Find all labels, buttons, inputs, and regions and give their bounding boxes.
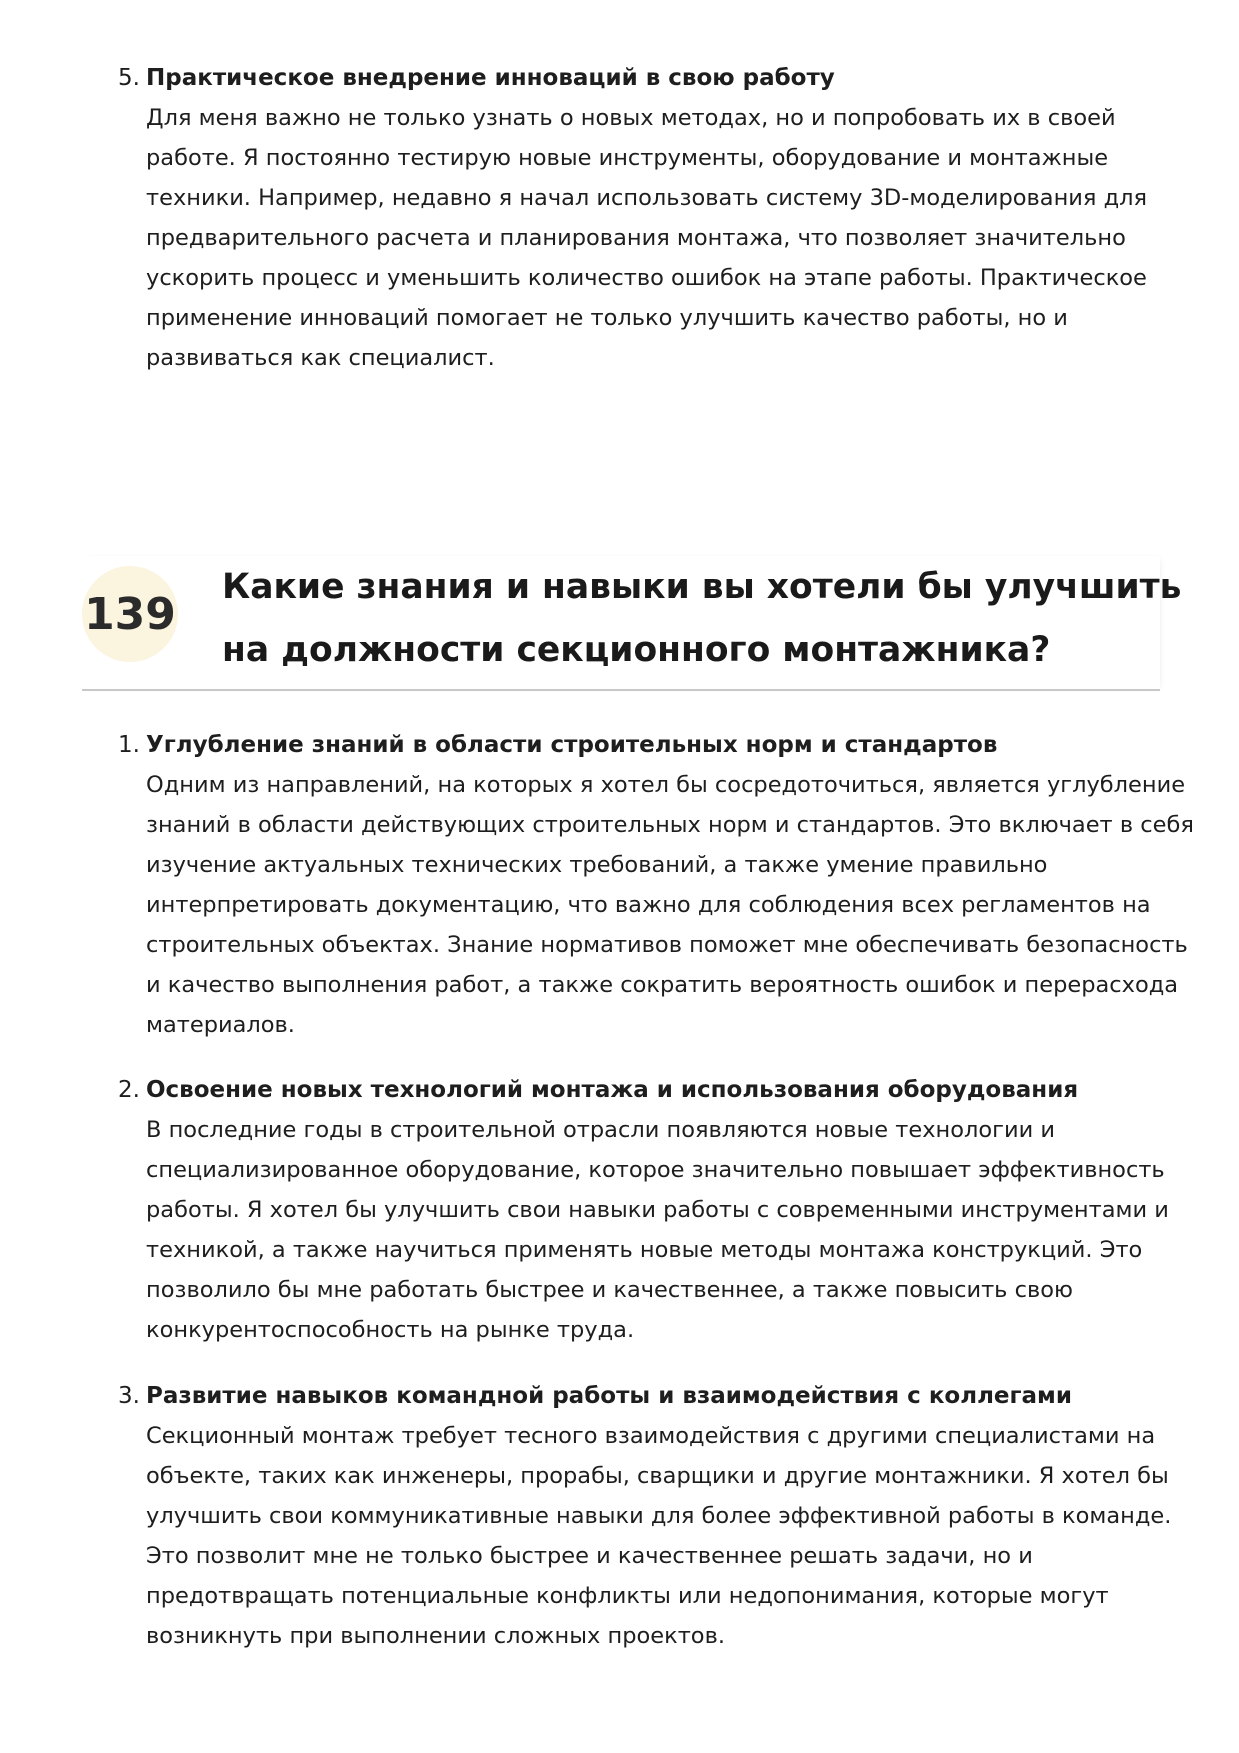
- body-line: предварительного расчета и планирования монтажа, что позволяет значительно: [146, 225, 1126, 251]
- body-line: Секционный монтаж требует тесного взаимодействия с другими специалистами на: [146, 1423, 1156, 1449]
- list-item-body: [146, 98, 1158, 378]
- list-item-number: 5.: [118, 65, 140, 91]
- body-line: конкурентоспособность на рынке труда.: [146, 1317, 635, 1343]
- question-title-line: Какие знания и навыки вы хотели бы улучшить: [222, 567, 1182, 607]
- list-item-heading: [118, 58, 1158, 98]
- question-header: [82, 556, 1182, 691]
- body-line: изучение актуальных технических требований, а также умение правильно: [146, 852, 1048, 878]
- body-line: работы. Я хотел бы улучшить свои навыки работы с современными инструментами и: [146, 1197, 1169, 1223]
- list-item-number: 3.: [118, 1383, 140, 1409]
- body-line: и качество выполнения работ, а также сократить вероятность ошибок и перерасхода: [146, 972, 1179, 998]
- list-item-number: 1.: [118, 732, 140, 758]
- body-line: позволило бы мне работать быстрее и качественнее, а также повысить свою: [146, 1277, 1073, 1303]
- body-line: объекте, таких как инженеры, прорабы, сварщики и другие монтажники. Я хотел бы: [146, 1463, 1169, 1489]
- list-item-heading: [118, 725, 1158, 765]
- body-line: Это позволит мне не только быстрее и качественнее решать задачи, но и: [146, 1543, 1033, 1569]
- body-line: работе. Я постоянно тестирую новые инструменты, оборудование и монтажные: [146, 145, 1109, 171]
- list-item-heading: [118, 1376, 1158, 1416]
- body-line: специализированное оборудование, которое значительно повышает эффективность: [146, 1157, 1165, 1183]
- list-item-body: [146, 1416, 1172, 1656]
- list-item-heading: [118, 1070, 1158, 1110]
- body-line: улучшить свои коммуникативные навыки для более эффективной работы в команде.: [146, 1503, 1172, 1529]
- body-line: В последние годы в строительной отрасли появляются новые технологии и: [146, 1117, 1055, 1143]
- body-line: предотвращать потенциальные конфликты или недопонимания, которые могут: [146, 1583, 1109, 1609]
- body-line: интерпретировать документацию, что важно для соблюдения всех регламентов на: [146, 892, 1151, 918]
- list-item-title: Углубление знаний в области строительных норм и стандартов: [146, 732, 998, 758]
- body-line: развиваться как специалист.: [146, 345, 495, 371]
- list-item-title: Практическое внедрение инноваций в свою работу: [146, 65, 835, 91]
- list-item: [118, 725, 1194, 1045]
- list-item-body: [146, 765, 1194, 1045]
- body-line: материалов.: [146, 1012, 295, 1038]
- list-item-title: Развитие навыков командной работы и взаимодействия с коллегами: [146, 1383, 1072, 1409]
- list-item: [118, 1070, 1169, 1350]
- body-line: Для меня важно не только узнать о новых методах, но и попробовать их в своей: [146, 105, 1116, 131]
- question-number-badge: 139: [82, 566, 178, 662]
- body-line: техники. Например, недавно я начал использовать систему 3D-моделирования для: [146, 185, 1148, 211]
- body-line: техникой, а также научиться применять новые методы монтажа конструкций. Это: [146, 1237, 1143, 1263]
- question-title-line: на должности секционного монтажника?: [222, 630, 1051, 670]
- body-line: Одним из направлений, на которых я хотел бы сосредоточиться, является углубление: [146, 772, 1186, 798]
- body-line: ускорить процесс и уменьшить количество ошибок на этапе работы. Практическое: [146, 265, 1147, 291]
- list-item: [118, 58, 1158, 378]
- list-item: [118, 1376, 1172, 1656]
- body-line: знаний в области действующих строительных норм и стандартов. Это включает в себя: [146, 812, 1194, 838]
- list-item-body: [146, 1110, 1169, 1350]
- body-line: применение инноваций помогает не только улучшить качество работы, но и: [146, 305, 1068, 331]
- question-title: [222, 556, 1181, 682]
- list-item-number: 2.: [118, 1077, 140, 1103]
- body-line: возникнуть при выполнении сложных проектов.: [146, 1623, 725, 1649]
- list-item-title: Освоение новых технологий монтажа и использования оборудования: [146, 1077, 1079, 1103]
- body-line: строительных объектах. Знание нормативов поможет мне обеспечивать безопасность: [146, 932, 1188, 958]
